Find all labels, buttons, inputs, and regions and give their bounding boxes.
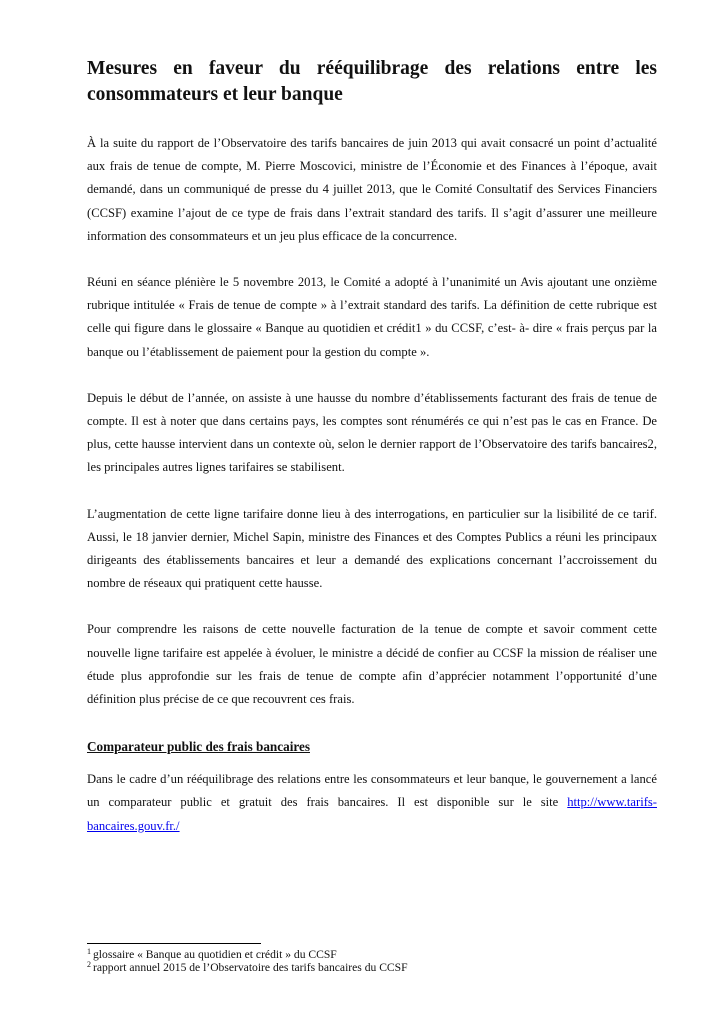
paragraph-4: L’augmentation de cette ligne tarifaire donne lieu à des interrogations, en particulier sur la lisibilité de ce tarif. Aussi, le 18 janvier dernier, Michel Sapin, ministre des Finances et des Comptes Publics a réuni les principaux dirigeants des établissements bancaires et leur a demandé des explications concernant l’accroissement du nombre de réseaux qui pratiquent cette hausse.	[87, 506, 657, 591]
paragraph-1: À la suite du rapport de l’Observatoire des tarifs bancaires de juin 2013 qui avait consacré un point d’actualité aux frais de tenue de compte, M. Pierre Moscovici, ministre de l’Économie et des Finances à l’époque, avait demandé, dans un communiqué de presse du 4 juillet 2013, que le Comité Consultatif des Services Financiers (CCSF) examine l’ajout de ce type de frais dans l’extrait standard des tarifs. Il s’agit d’assurer une meilleure information des consommateurs et un jeu plus efficace de la concurrence.	[87, 136, 657, 243]
document-page	[87, 56, 657, 838]
paragraph-5: Pour comprendre les raisons de cette nouvelle facturation de la tenue de compte et savoir comment cette nouvelle ligne tarifaire est appelée à évoluer, le ministre a décidé de confier au CCSF la mission de réaliser une étude plus approfondie sur les frais de tenue de compte afin d’apprécier notamment l’opportunité d’une définition plus précise de ce que recouvrent ces frais.	[87, 622, 657, 707]
paragraph-2: Réuni en séance plénière le 5 novembre 2013, le Comité a adopté à l’unanimité un Avis ajoutant une onzième rubrique intitulée « Frais de tenue de compte » à l’extrait standard des tarifs. La définition de cette rubrique est celle qui figure dans le glossaire « Banque au quotidien et crédit1 » du CCSF, c’est‐ à‐ dire « frais perçus par la banque ou l’établissement de paiement pour la gestion du compte ».	[87, 275, 657, 359]
footnote-1-text: glossaire « Banque au quotidien et crédit » du CCSF	[93, 948, 337, 961]
paragraph-3: Depuis le début de l’année, on assiste à une hausse du nombre d’établissements facturant des frais de tenue de compte. Il est à noter que dans certains pays, les comptes sont rénumérés ce qui n’est pas le cas en France. De plus, cette hausse intervient dans un contexte où, selon le dernier rapport de l’Observatoire des tarifs bancaires2, les principales autres lignes tarifaires se stabilisent.	[87, 390, 657, 475]
footnotes	[87, 943, 647, 974]
footnote-2	[87, 961, 647, 974]
comparateur-paragraph	[87, 768, 657, 838]
footnote-2-number: 2	[87, 960, 91, 969]
footnote-separator	[87, 943, 261, 944]
page-title: Mesures en faveur du rééquilibrage des relations entre les consommateurs et leur banque	[87, 58, 657, 105]
footnote-1	[87, 948, 647, 961]
comparateur-text: Dans le cadre d’un rééquilibrage des relations entre les consommateurs et leur banque, le gouvernement a lancé un comparateur public et gratuit des frais bancaires. Il est disponible sur le site	[87, 772, 657, 810]
footnote-2-text: rapport annuel 2015 de l’Observatoire des tarifs bancaires du CCSF	[93, 961, 408, 974]
section-heading: Comparateur public des frais bancaires	[87, 739, 310, 755]
tarifs-bancaires-link[interactable]: http://www.tarifs-bancaires.gouv.fr./	[87, 795, 657, 833]
footnote-1-number: 1	[87, 947, 91, 956]
